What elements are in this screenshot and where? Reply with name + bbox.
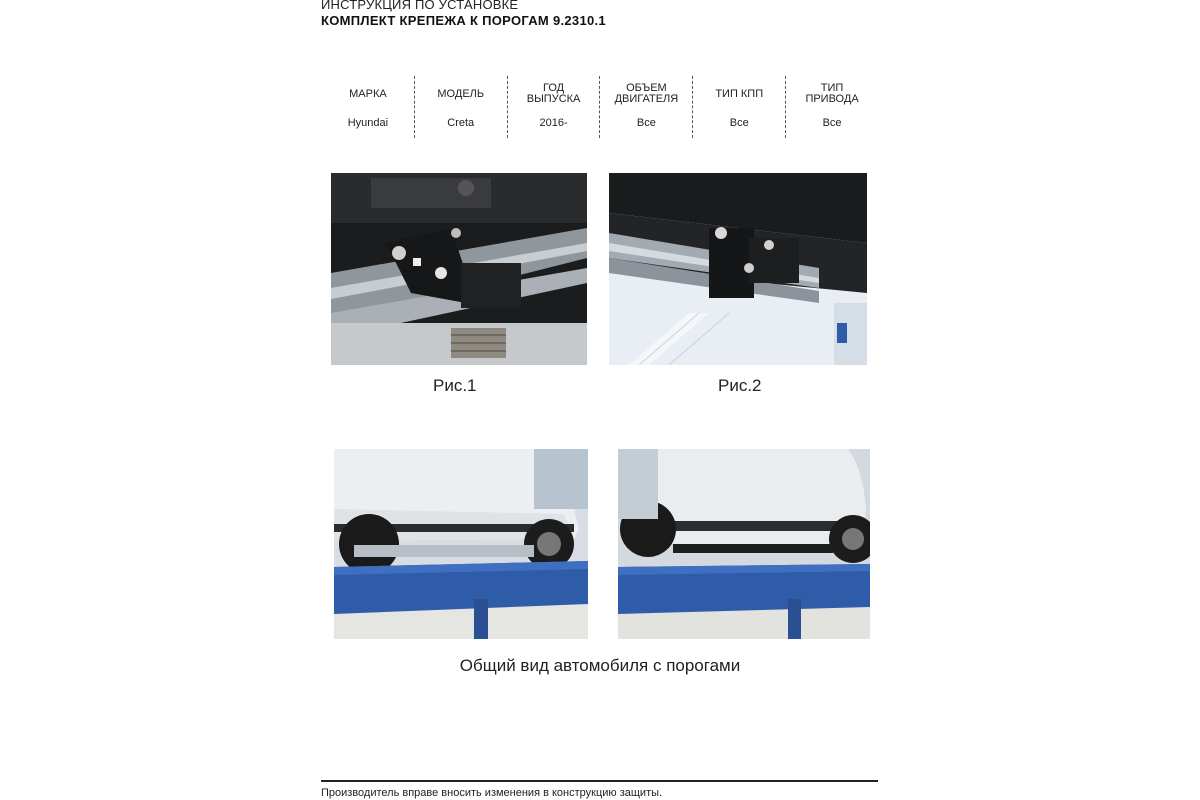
- spec-value: 2016-: [539, 117, 568, 129]
- spec-header: МАРКА: [349, 87, 387, 100]
- spec-header: ГОД ВЫПУСКА: [526, 82, 581, 105]
- footer-note: Производитель вправе вносить изменения в конструкцию защиты.: [321, 787, 663, 799]
- doc-subtitle: КОМПЛЕКТ КРЕПЕЖА К ПОРОГАМ 9.2310.1: [321, 13, 606, 28]
- spec-value: Все: [822, 117, 842, 129]
- spec-col-engine: [599, 76, 692, 138]
- spec-header: ОБЪЕМ ДВИГАТЕЛЯ: [614, 82, 679, 105]
- doc-title: ИНСТРУКЦИЯ ПО УСТАНОВКЕ: [321, 0, 519, 12]
- footer-divider: [321, 780, 878, 782]
- overview-photo-rear: [618, 449, 870, 639]
- figure-2-caption: Рис.2: [718, 376, 762, 395]
- figure-1-photo: [331, 173, 587, 365]
- spec-col-gearbox: [692, 76, 785, 138]
- overview-caption: Общий вид автомобиля с порогами: [459, 656, 741, 675]
- overview-photo-front: [334, 449, 588, 639]
- figure-2-photo: [609, 173, 867, 365]
- spec-col-drive: [785, 76, 878, 138]
- spec-value: Все: [729, 117, 749, 129]
- spec-header: МОДЕЛЬ: [437, 87, 485, 100]
- spec-value: Hyundai: [347, 117, 389, 129]
- spec-table: [322, 76, 878, 138]
- spec-value: Creta: [447, 117, 475, 129]
- figure-1-caption: Рис.1: [433, 376, 477, 395]
- spec-header: ТИП ПРИВОДА: [805, 82, 859, 105]
- spec-header: ТИП КПП: [715, 87, 764, 100]
- spec-col-brand: [322, 76, 414, 138]
- spec-col-year: [507, 76, 600, 138]
- spec-col-model: [414, 76, 507, 138]
- spec-value: Все: [636, 117, 656, 129]
